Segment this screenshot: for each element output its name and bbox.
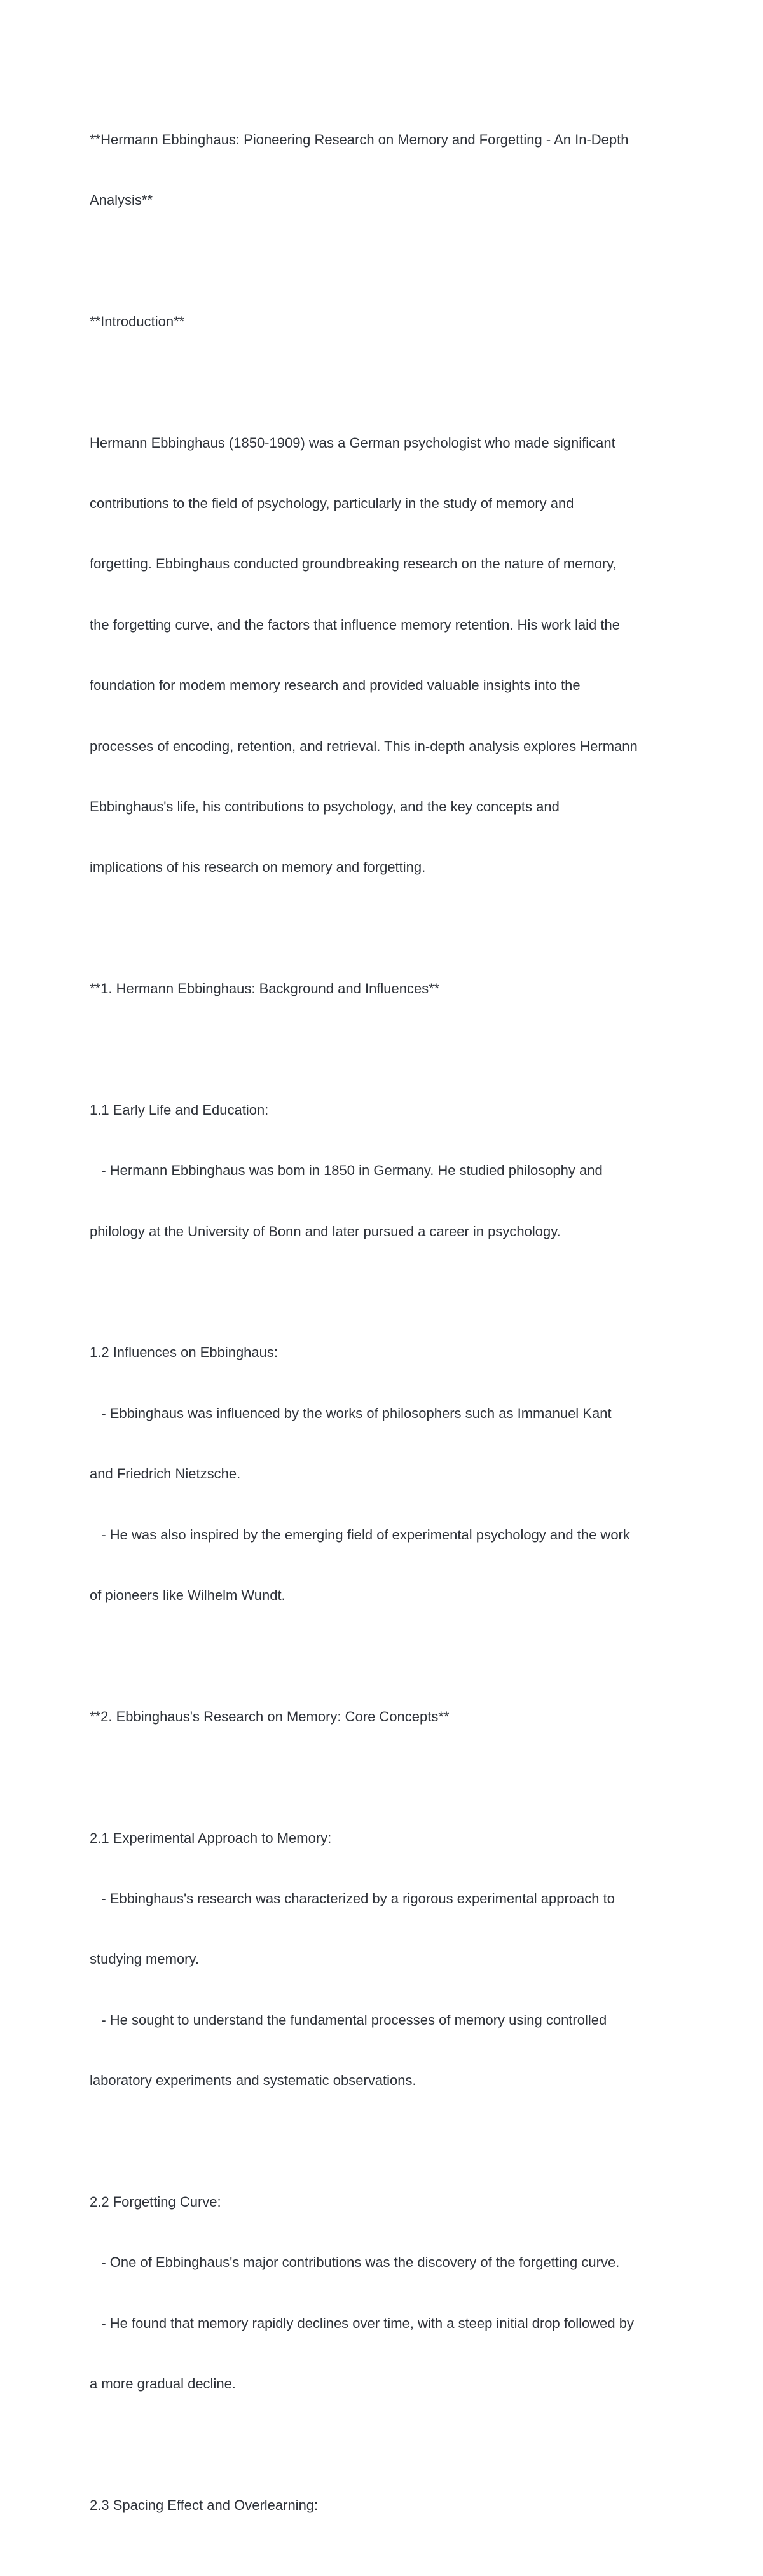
subsection-line: laboratory experiments and systematic observations. <box>90 2072 416 2089</box>
heading-text: **2. Ebbinghaus's Research on Memory: Core Concepts** <box>90 1708 450 1725</box>
intro-heading <box>90 271 684 372</box>
subsection-line: - Ebbinghaus's research was characterized by a rigorous experimental approach to <box>90 1890 615 1906</box>
heading-text: **Introduction** <box>90 313 185 329</box>
subsection-line: a more gradual decline. <box>90 2376 236 2392</box>
document-title <box>90 89 684 251</box>
paragraph-line: implications of his research on memory and forgetting. <box>90 859 426 876</box>
paragraph-line: foundation for modem memory research and provided valuable insights into the <box>90 677 581 694</box>
subsection-1-2 <box>90 1302 684 1646</box>
subsection-2-3 <box>90 2455 684 2556</box>
subsection-2-2 <box>90 2151 684 2434</box>
subsection-line: 2.3 Spacing Effect and Overlearning: <box>90 2497 319 2513</box>
subsection-line: 1.1 Early Life and Education: <box>90 1101 269 1118</box>
subsection-line: of pioneers like Wilhelm Wundt. <box>90 1587 285 1603</box>
paragraph-line: contributions to the field of psychology, particularly in the study of memory and <box>90 495 574 511</box>
subsection-line: - He sought to understand the fundamental processes of memory using controlled <box>90 2011 607 2028</box>
paragraph-line: Hermann Ebbinghaus (1850-1909) was a German psychologist who made significant <box>90 434 615 451</box>
section-1-heading <box>90 938 684 1039</box>
subsection-line: - He found that memory rapidly declines over time, with a steep initial drop followed by <box>90 2315 634 2331</box>
paragraph-line: Ebbinghaus's life, his contributions to psychology, and the key concepts and <box>90 798 560 815</box>
paragraph-line: the forgetting curve, and the factors that influence memory retention. His work laid the <box>90 616 620 633</box>
title-line: **Hermann Ebbinghaus: Pioneering Research on Memory and Forgetting - An In-Depth <box>90 131 629 148</box>
subsection-line: and Friedrich Nietzsche. <box>90 1466 241 1482</box>
subsection-2-1 <box>90 1787 684 2132</box>
heading-text: **1. Hermann Ebbinghaus: Background and Influences** <box>90 981 440 997</box>
subsection-line: - He was also inspired by the emerging field of experimental psychology and the work <box>90 1526 630 1543</box>
paragraph-line: processes of encoding, retention, and retrieval. This in-depth analysis explores Hermann <box>90 738 638 754</box>
section-2-heading <box>90 1666 684 1767</box>
subsection-line: philology at the University of Bonn and later pursued a career in psychology. <box>90 1223 561 1239</box>
intro-paragraph <box>90 392 684 918</box>
subsection-line: 2.2 Forgetting Curve: <box>90 2193 221 2210</box>
subsection-line: - Ebbinghaus was influenced by the works of philosophers such as Immanuel Kant <box>90 1405 612 1421</box>
subsection-line: 2.1 Experimental Approach to Memory: <box>90 1829 332 1846</box>
paragraph-line: forgetting. Ebbinghaus conducted groundbreaking research on the nature of memory, <box>90 556 617 572</box>
subsection-line: - One of Ebbinghaus's major contributions was the discovery of the forgetting curve. <box>90 2254 620 2271</box>
subsection-1-1 <box>90 1059 684 1282</box>
title-line: Analysis** <box>90 191 153 208</box>
subsection-line: 1.2 Influences on Ebbinghaus: <box>90 1344 278 1361</box>
subsection-line: - Hermann Ebbinghaus was bom in 1850 in Germany. He studied philosophy and <box>90 1162 603 1179</box>
document-body <box>90 89 684 2576</box>
subsection-line: studying memory. <box>90 1951 199 1967</box>
